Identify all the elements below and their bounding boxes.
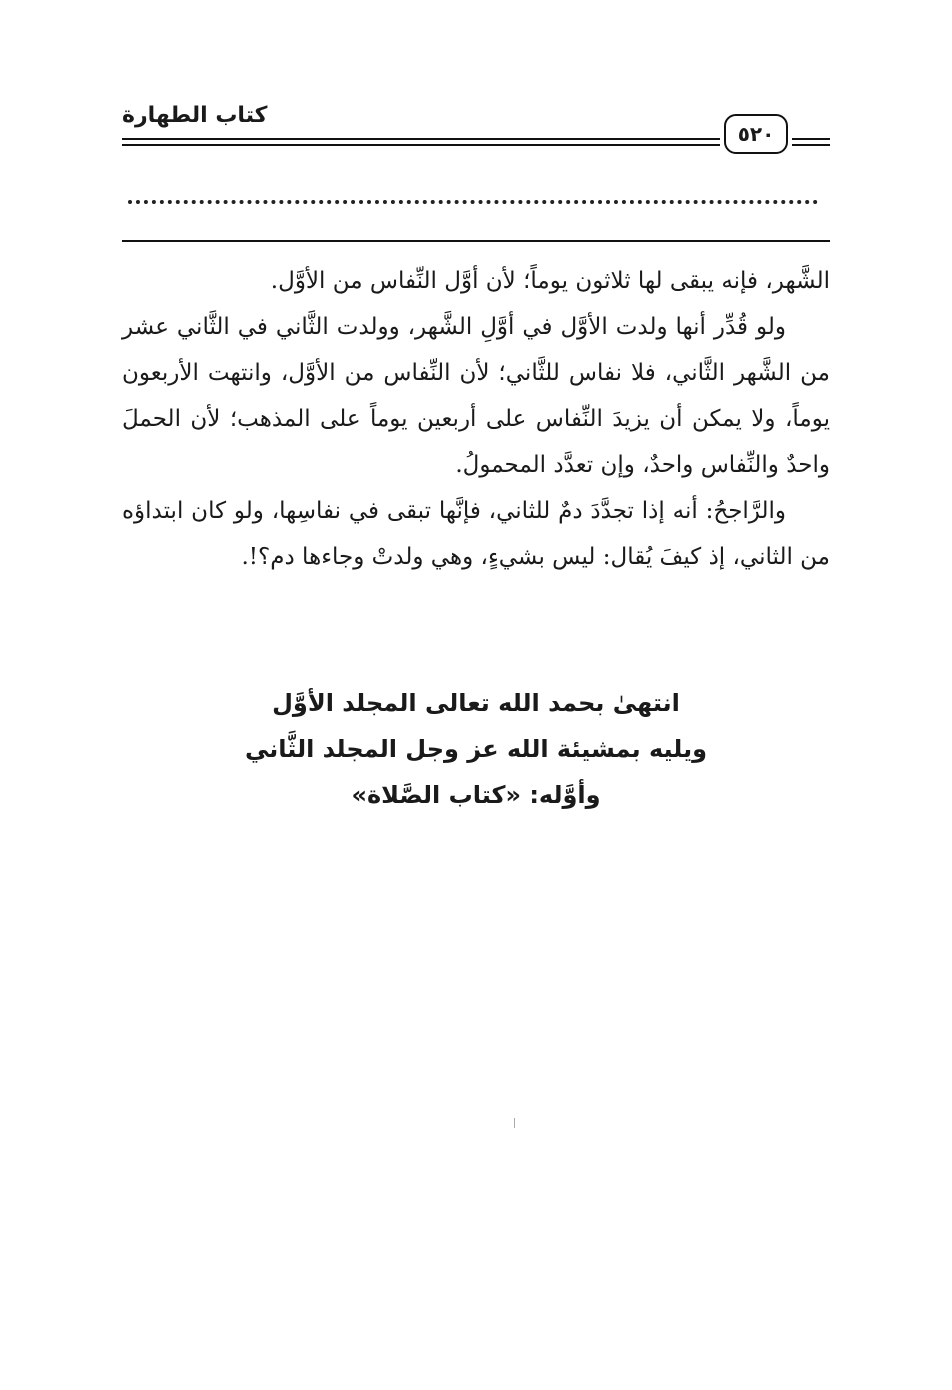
section-separator — [122, 240, 830, 242]
page-header — [122, 98, 830, 158]
scan-speck — [514, 1118, 518, 1128]
volume-closing-note — [122, 680, 830, 818]
paragraph: الشَّهر، فإنه يبقى لها ثلاثون يوماً؛ لأن أوَّل النِّفاس من الأوَّل. — [270, 268, 830, 294]
closing-line: ويليه بمشيئة الله عز وجل المجلد الثَّاني — [244, 735, 708, 763]
closing-line: وأوَّله: «كتاب الصَّلاة» — [351, 781, 601, 809]
dotted-separator — [128, 200, 818, 204]
paragraph: ولو قُدِّر أنها ولدت الأوَّل في أوَّلِ الشَّهر، وولدت الثَّاني في الثَّاني عشر من الشَّهر الثَّاني، فلا نفاس للثَّاني؛ لأن النِّفاس من الأوَّل، وانتهت الأربعون يوماً، ولا يمكن أن يزيدَ النِّفاس على أربعين يوماً على المذهب؛ لأن الحملَ واحدٌ والنِّفاس واحدٌ، وإن تعدَّد المحمولُ. — [122, 314, 830, 478]
header-rule — [792, 144, 830, 146]
header-rule — [122, 138, 720, 140]
running-title: كتاب الطهارة — [122, 103, 268, 128]
paragraph: والرَّاجحُ: أنه إذا تجدَّدَ دمٌ للثاني، فإنَّها تبقى في نفاسِها، ولو كان ابتداؤه من الثاني، إذ كيفَ يُقال: ليس بشيءٍ، وهي ولدتْ وجاءها دم؟!. — [122, 498, 830, 570]
header-rule — [122, 144, 720, 146]
closing-line: انتهىٰ بحمد الله تعالى المجلد الأوَّل — [272, 689, 680, 717]
main-text — [122, 258, 830, 580]
header-rule — [792, 138, 830, 140]
page-number: ٥٢٠ — [724, 114, 788, 154]
